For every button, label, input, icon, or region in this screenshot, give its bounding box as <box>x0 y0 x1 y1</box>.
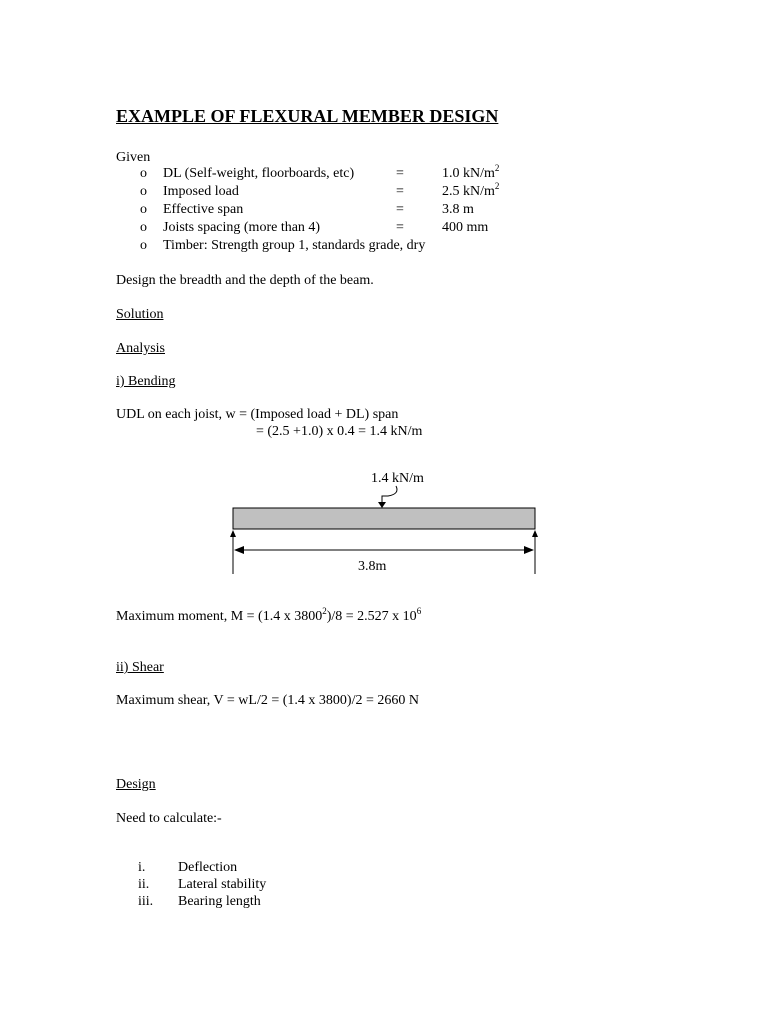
max-shear: Maximum shear, V = wL/2 = (1.4 x 3800)/2 = 2660 N <box>116 693 419 708</box>
given-label: Timber: Strength group 1, standards grade, dry <box>163 238 426 253</box>
bullet-icon: o <box>140 238 147 253</box>
left-support-arrow <box>230 530 236 537</box>
list-text: Lateral stability <box>178 877 267 892</box>
udl-line-1: UDL on each joist, w = (Imposed load + DL) span <box>116 407 399 422</box>
design-heading: Design <box>116 777 156 792</box>
design-task: Design the breadth and the depth of the beam. <box>116 273 374 288</box>
given-value: 1.0 $kN/m^2$ <box>442 163 500 181</box>
given-label: Imposed load <box>163 184 239 199</box>
bending-heading: i) Bending <box>116 374 176 389</box>
given-equals: = <box>396 166 404 181</box>
udl-line-2: = (2.5 +1.0) x 0.4 = 1.4 kN/m <box>256 424 423 439</box>
span-arrow-left <box>234 546 244 554</box>
load-label: 1.4 kN/m <box>371 471 424 486</box>
given-equals: = <box>396 184 404 199</box>
bullet-icon: o <box>140 184 147 199</box>
given-heading: Given <box>116 150 151 165</box>
list-text: Deflection <box>178 860 238 875</box>
given-equals: = <box>396 220 404 235</box>
page-title: EXAMPLE OF FLEXURAL MEMBER DESIGN <box>116 106 499 126</box>
given-label: Effective span <box>163 202 244 217</box>
bullet-icon: o <box>140 220 147 235</box>
list-text: Bearing length <box>178 894 261 909</box>
span-arrow-right <box>524 546 534 554</box>
load-arrowhead <box>378 502 386 508</box>
given-label: DL (Self-weight, floorboards, etc) <box>163 166 355 181</box>
given-label: Joists spacing (more than 4) <box>163 220 321 235</box>
given-value: 3.8 m <box>442 202 474 217</box>
given-value: 400 mm <box>442 220 489 235</box>
span-label: 3.8m <box>358 559 387 574</box>
list-number: iii. <box>138 894 154 909</box>
shear-heading: ii) Shear <box>116 660 164 675</box>
bullet-icon: o <box>140 202 147 217</box>
list-number: i. <box>138 860 146 875</box>
analysis-heading: Analysis <box>116 341 165 356</box>
list-number: ii. <box>138 877 150 892</box>
given-equals: = <box>396 202 404 217</box>
max-moment: Maximum moment, M = (1.4 x $3800^2)/8 = 2.527$ x $10^6$ <box>116 606 422 624</box>
given-value: 2.5 $kN/m^2$ <box>442 181 500 199</box>
bullet-icon: o <box>140 166 147 181</box>
need-to-calculate: Need to calculate:- <box>116 811 222 826</box>
right-support-arrow <box>532 530 538 537</box>
beam <box>233 508 535 529</box>
beam-diagram <box>220 462 550 580</box>
solution-heading: Solution <box>116 307 164 322</box>
